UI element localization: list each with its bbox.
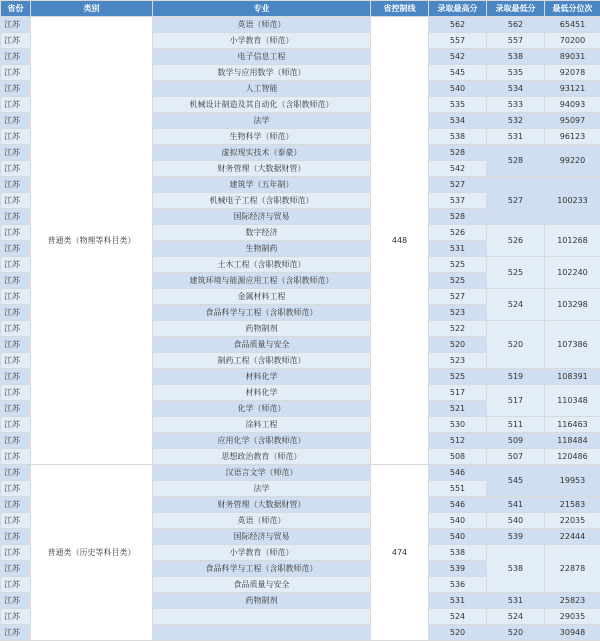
max-score-cell: 531 (429, 241, 487, 257)
category-cell: 普通类（历史等科目类） (31, 465, 153, 641)
max-score-cell: 535 (429, 97, 487, 113)
major-cell: 食品科学与工程（含职教师范） (153, 561, 371, 577)
min-score-cell: 519 (487, 369, 545, 385)
major-cell: 生物制药 (153, 241, 371, 257)
major-cell: 材料化学 (153, 385, 371, 401)
min-score-cell: 526 (487, 225, 545, 257)
min-score-cell: 533 (487, 97, 545, 113)
province-cell: 江苏 (1, 97, 31, 113)
min-score-cell: 531 (487, 129, 545, 145)
min-rank-cell: 21583 (545, 497, 600, 513)
min-score-cell: 531 (487, 593, 545, 609)
max-score-cell: 546 (429, 465, 487, 481)
province-cell: 江苏 (1, 433, 31, 449)
major-cell: 思想政治教育（师范） (153, 449, 371, 465)
max-score-cell: 527 (429, 177, 487, 193)
max-score-cell: 527 (429, 289, 487, 305)
major-cell: 汉语言文学（师范） (153, 465, 371, 481)
max-score-cell: 562 (429, 17, 487, 33)
major-cell: 财务管理（大数据财管） (153, 161, 371, 177)
min-rank-cell: 30948 (545, 625, 600, 641)
min-rank-cell: 70200 (545, 33, 600, 49)
max-score-cell: 540 (429, 529, 487, 545)
min-score-cell: 527 (487, 177, 545, 225)
province-cell: 江苏 (1, 481, 31, 497)
major-cell: 建筑环境与能源应用工程（含职教师范） (153, 273, 371, 289)
min-score-cell: 509 (487, 433, 545, 449)
province-cell: 江苏 (1, 241, 31, 257)
major-cell: 英语（师范） (153, 17, 371, 33)
max-score-cell: 545 (429, 65, 487, 81)
max-score-cell: 523 (429, 305, 487, 321)
major-cell: 财务管理（大数据财管） (153, 497, 371, 513)
province-cell: 江苏 (1, 353, 31, 369)
province-cell: 江苏 (1, 161, 31, 177)
major-cell: 建筑学（五年制） (153, 177, 371, 193)
max-score-cell: 528 (429, 209, 487, 225)
major-cell: 食品质量与安全 (153, 337, 371, 353)
table-body (1, 17, 600, 641)
max-score-cell: 522 (429, 321, 487, 337)
min-rank-cell: 92078 (545, 65, 600, 81)
major-cell: 制药工程（含职教师范） (153, 353, 371, 369)
major-cell: 小学教育（师范） (153, 545, 371, 561)
max-score-cell: 520 (429, 337, 487, 353)
major-cell: 生物科学（师范） (153, 129, 371, 145)
major-cell: 机械电子工程（含职教师范） (153, 193, 371, 209)
min-rank-cell: 108391 (545, 369, 600, 385)
province-cell: 江苏 (1, 577, 31, 593)
major-cell: 虚拟现实技术（泰豪） (153, 145, 371, 161)
max-score-cell: 536 (429, 577, 487, 593)
min-score-cell: 511 (487, 417, 545, 433)
province-cell: 江苏 (1, 273, 31, 289)
min-rank-cell: 96123 (545, 129, 600, 145)
min-score-cell: 520 (487, 625, 545, 641)
major-cell: 金属材料工程 (153, 289, 371, 305)
max-score-cell: 517 (429, 385, 487, 401)
max-score-cell: 557 (429, 33, 487, 49)
min-score-cell: 538 (487, 545, 545, 593)
header-min-score: 录取最低分 (487, 1, 545, 17)
min-score-cell: 539 (487, 529, 545, 545)
major-cell: 数字经济 (153, 225, 371, 241)
header-min-rank: 最低分位次 (545, 1, 600, 17)
min-rank-cell: 100233 (545, 177, 600, 225)
province-cell: 江苏 (1, 609, 31, 625)
province-cell: 江苏 (1, 129, 31, 145)
major-cell: 药物制剂 (153, 321, 371, 337)
max-score-cell: 542 (429, 49, 487, 65)
major-cell: 应用化学（含职教师范） (153, 433, 371, 449)
major-cell: 英语（师范） (153, 513, 371, 529)
min-score-cell: 545 (487, 465, 545, 497)
max-score-cell: 551 (429, 481, 487, 497)
province-cell: 江苏 (1, 257, 31, 273)
max-score-cell: 542 (429, 161, 487, 177)
min-score-cell: 528 (487, 145, 545, 177)
province-cell: 江苏 (1, 465, 31, 481)
max-score-cell: 530 (429, 417, 487, 433)
province-cell: 江苏 (1, 561, 31, 577)
province-cell: 江苏 (1, 385, 31, 401)
province-cell: 江苏 (1, 305, 31, 321)
major-cell: 化学（师范） (153, 401, 371, 417)
province-cell: 江苏 (1, 113, 31, 129)
major-cell: 食品质量与安全 (153, 577, 371, 593)
major-cell: 人工智能 (153, 81, 371, 97)
province-cell: 江苏 (1, 145, 31, 161)
min-score-cell: 524 (487, 609, 545, 625)
major-cell (153, 609, 371, 625)
province-cell: 江苏 (1, 177, 31, 193)
major-cell: 涂料工程 (153, 417, 371, 433)
min-rank-cell: 25823 (545, 593, 600, 609)
province-cell: 江苏 (1, 545, 31, 561)
min-rank-cell: 102240 (545, 257, 600, 289)
major-cell: 机械设计制造及其自动化（含职教师范） (153, 97, 371, 113)
min-rank-cell: 19953 (545, 465, 600, 497)
min-rank-cell: 99220 (545, 145, 600, 177)
major-cell: 法学 (153, 113, 371, 129)
max-score-cell: 540 (429, 513, 487, 529)
province-cell: 江苏 (1, 625, 31, 641)
max-score-cell: 508 (429, 449, 487, 465)
major-cell: 土木工程（含职教师范） (153, 257, 371, 273)
major-cell (153, 625, 371, 641)
min-score-cell: 540 (487, 513, 545, 529)
province-cell: 江苏 (1, 529, 31, 545)
max-score-cell: 540 (429, 81, 487, 97)
max-score-cell: 537 (429, 193, 487, 209)
max-score-cell: 528 (429, 145, 487, 161)
min-rank-cell: 103298 (545, 289, 600, 321)
min-rank-cell: 101268 (545, 225, 600, 257)
major-cell: 国际经济与贸易 (153, 209, 371, 225)
major-cell: 材料化学 (153, 369, 371, 385)
min-rank-cell: 110348 (545, 385, 600, 417)
table-row (1, 465, 600, 481)
max-score-cell: 534 (429, 113, 487, 129)
min-score-cell: 532 (487, 113, 545, 129)
table-row (1, 17, 600, 33)
min-rank-cell: 120486 (545, 449, 600, 465)
control-line-cell: 474 (371, 465, 429, 641)
header-major: 专业 (153, 1, 371, 17)
max-score-cell: 524 (429, 609, 487, 625)
province-cell: 江苏 (1, 193, 31, 209)
min-score-cell: 507 (487, 449, 545, 465)
min-score-cell: 538 (487, 49, 545, 65)
min-score-cell: 535 (487, 65, 545, 81)
max-score-cell: 525 (429, 369, 487, 385)
min-rank-cell: 22444 (545, 529, 600, 545)
province-cell: 江苏 (1, 49, 31, 65)
major-cell: 药物制剂 (153, 593, 371, 609)
max-score-cell: 539 (429, 561, 487, 577)
major-cell: 数学与应用数学（师范） (153, 65, 371, 81)
province-cell: 江苏 (1, 225, 31, 241)
header-max-score: 录取最高分 (429, 1, 487, 17)
min-score-cell: 525 (487, 257, 545, 289)
major-cell: 小学教育（师范） (153, 33, 371, 49)
min-rank-cell: 95097 (545, 113, 600, 129)
max-score-cell: 538 (429, 129, 487, 145)
province-cell: 江苏 (1, 337, 31, 353)
min-score-cell: 557 (487, 33, 545, 49)
min-score-cell: 562 (487, 17, 545, 33)
province-cell: 江苏 (1, 513, 31, 529)
province-cell: 江苏 (1, 497, 31, 513)
min-rank-cell: 118484 (545, 433, 600, 449)
province-cell: 江苏 (1, 17, 31, 33)
major-cell: 食品科学与工程（含职教师范） (153, 305, 371, 321)
max-score-cell: 512 (429, 433, 487, 449)
province-cell: 江苏 (1, 369, 31, 385)
min-rank-cell: 94093 (545, 97, 600, 113)
province-cell: 江苏 (1, 321, 31, 337)
province-cell: 江苏 (1, 401, 31, 417)
max-score-cell: 526 (429, 225, 487, 241)
min-rank-cell: 107386 (545, 321, 600, 369)
max-score-cell: 546 (429, 497, 487, 513)
min-rank-cell: 29035 (545, 609, 600, 625)
province-cell: 江苏 (1, 81, 31, 97)
max-score-cell: 520 (429, 625, 487, 641)
max-score-cell: 538 (429, 545, 487, 561)
max-score-cell: 525 (429, 273, 487, 289)
province-cell: 江苏 (1, 449, 31, 465)
max-score-cell: 531 (429, 593, 487, 609)
header-control-line: 省控制线 (371, 1, 429, 17)
category-cell: 普通类（物理等科目类） (31, 17, 153, 465)
header-category: 类别 (31, 1, 153, 17)
min-rank-cell: 22878 (545, 545, 600, 593)
min-score-cell: 520 (487, 321, 545, 369)
major-cell: 法学 (153, 481, 371, 497)
min-rank-cell: 116463 (545, 417, 600, 433)
table-header-row (1, 1, 600, 17)
min-score-cell: 534 (487, 81, 545, 97)
province-cell: 江苏 (1, 65, 31, 81)
header-province: 省份 (1, 1, 31, 17)
max-score-cell: 525 (429, 257, 487, 273)
min-rank-cell: 65451 (545, 17, 600, 33)
province-cell: 江苏 (1, 209, 31, 225)
major-cell: 电子信息工程 (153, 49, 371, 65)
province-cell: 江苏 (1, 289, 31, 305)
control-line-cell: 448 (371, 17, 429, 465)
min-rank-cell: 22035 (545, 513, 600, 529)
min-score-cell: 541 (487, 497, 545, 513)
min-rank-cell: 93121 (545, 81, 600, 97)
max-score-cell: 523 (429, 353, 487, 369)
min-score-cell: 524 (487, 289, 545, 321)
province-cell: 江苏 (1, 593, 31, 609)
min-rank-cell: 89031 (545, 49, 600, 65)
min-score-cell: 517 (487, 385, 545, 417)
max-score-cell: 521 (429, 401, 487, 417)
province-cell: 江苏 (1, 417, 31, 433)
major-cell: 国际经济与贸易 (153, 529, 371, 545)
province-cell: 江苏 (1, 33, 31, 49)
